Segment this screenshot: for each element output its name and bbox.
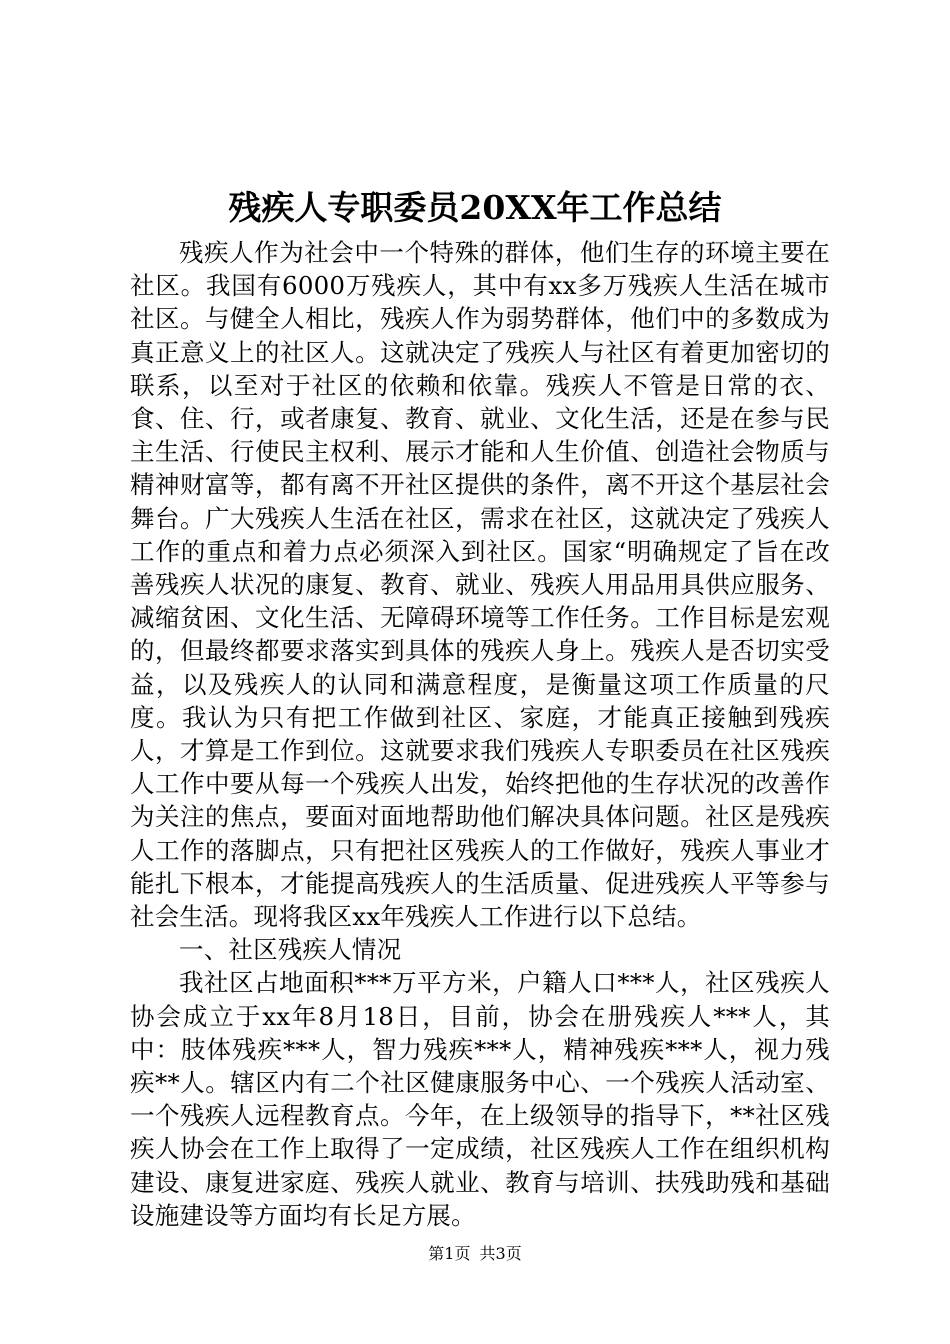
paragraph-intro: 残疾人作为社会中一个特殊的群体，他们生存的环境主要在社区。我国有6000万残疾人，其中有xx多万残疾人生活在城市社区。与健全人相比，残疾人作为弱势群体，他们中的多数成为真正意义上的社区人。这就决定了残疾人与社区有着更加密切的联系，以至对于社区的依赖和依靠。残疾人不管是日常的衣、食、住、行，或者康复、教育、就业、文化生活，还是在参与民主生活、行使民主权利、展示才能和人生价值、创造社会物质与精神财富等，都有离不开社区提供的条件，离不开这个基层社会舞台。广大残疾人生活在社区，需求在社区，这就决定了残疾人工作的重点和着力点必须深入到社区。国家“明确规定了旨在改善残疾人状况的康复、教育、就业、残疾人用品用具供应服务、减缩贫困、文化生活、无障碍环境等工作任务。工作目标是宏观的，但最终都要求落实到具体的残疾人身上。残疾人是否切实受益，以及残疾人的认同和满意程度，是衡量这项工作质量的尺度。我认为只有把工作做到社区、家庭，才能真正接触到残疾人，才算是工作到位。这就要求我们残疾人专职委员在社区残疾人工作中要从每一个残疾人出发，始终把他的生存状况的改善作为关注的焦点，要面对面地帮助他们解决具体问题。社区是残疾人工作的落脚点，只有把社区残疾人的工作做好，残疾人事业才能扎下根本，才能提高残疾人的生活质量、促进残疾人平等参与社会生活。现将我区xx年残疾人工作进行以下总结。: [130, 238, 830, 932]
page-number: 第1页: [428, 1244, 471, 1263]
document-body: [130, 236, 830, 1232]
paragraph-community-status: 我社区占地面积***万平方米，户籍人口***人，社区残疾人协会成立于xx年8月18日，目前，协会在册残疾人***人，其中：肢体残疾***人，智力残疾***人，精神残疾***人，视力残疾**人。辖区内有二个社区健康服务中心、一个残疾人活动室、一个残疾人远程教育点。今年，在上级领导的指导下，**社区残疾人协会在工作上取得了一定成绩，社区残疾人工作在组织机构建设、康复进家庭、残疾人就业、教育与培训、扶残助残和基础设施建设等方面均有长足方展。: [130, 968, 830, 1230]
document-title: 残疾人专职委员20XX年工作总结: [228, 188, 722, 227]
page-total: 共3页: [479, 1244, 522, 1263]
section-heading-1: 一、社区残疾人情况: [179, 935, 402, 965]
page-footer: [0, 1244, 950, 1264]
